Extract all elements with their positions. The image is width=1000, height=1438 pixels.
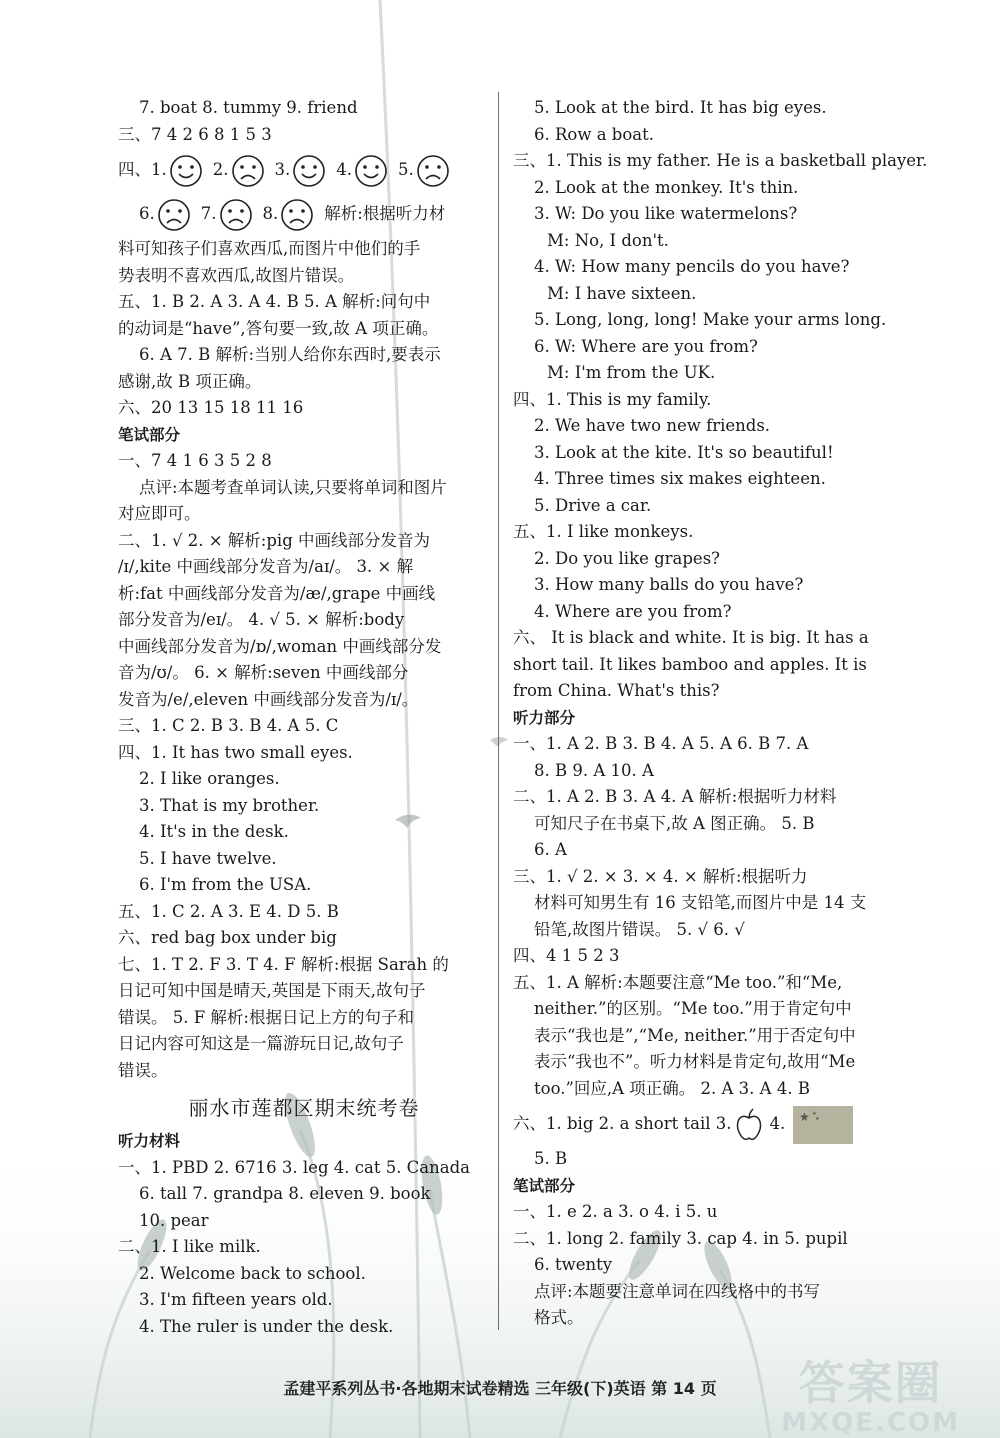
answer-line: 五、1. B 2. A 3. A 4. B 5. A 解析:问句中 [118, 292, 431, 311]
answer-line: 5. Long, long, long! Make your arms long. [534, 310, 887, 329]
answer-line: 格式。 [534, 1308, 584, 1327]
answer-line: 6. Row a boat. [534, 124, 655, 144]
svg-text:★: ★ [812, 1110, 817, 1117]
answer-line: /ɪ/,kite 中画线部分发音为/aɪ/。 3. × 解 [118, 557, 414, 576]
sad-face-icon [219, 198, 253, 232]
answer-line: 错误。 [118, 1060, 168, 1080]
answer-line: 二、1. long 2. family 3. cap 4. in 5. pupil [513, 1228, 848, 1248]
answer-line: 三、1. This is my father. He is a basketball player. [513, 151, 928, 170]
question-number: 2. [212, 160, 229, 179]
answer-line-faces [118, 192, 490, 236]
question-number: 4. [336, 160, 352, 179]
sad-face-icon [157, 198, 191, 232]
answer-line: 日记内容可知这是一篇游玩日记,故句子 [118, 1034, 404, 1053]
answer-line: 2. I like oranges. [139, 769, 280, 788]
answer-line: 三、7 4 2 6 8 1 5 3 [118, 124, 272, 144]
answer-line: from China. What's this? [513, 681, 720, 700]
answer-line: 五、1. A 解析:本题要注意“Me too.”和“Me, [513, 972, 843, 992]
answer-line: 六、red bag box under big [118, 928, 337, 947]
answer-line: 感谢,故 B 项正确。 [118, 371, 262, 391]
answer-line: 表示“我也是”,“Me, neither.”用于否定句中 [534, 1025, 856, 1045]
answer-line: 三、1. √ 2. × 3. × 4. × 解析:根据听力 [513, 866, 808, 886]
answer-line: 一、1. A 2. B 3. B 4. A 5. A 6. B 7. A [513, 734, 809, 753]
answer-line: 铅笔,故图片错误。 5. √ 6. √ [534, 919, 745, 939]
answer-line: 6. I'm from the USA. [139, 875, 312, 894]
answer-line: M: No, I don't. [547, 230, 669, 250]
answer-line: 3. That is my brother. [139, 795, 320, 815]
answer-line: 三、1. C 2. B 3. B 4. A 5. C [118, 716, 339, 735]
section-heading: 笔试部分 [513, 1176, 576, 1195]
answer-line: 七、1. T 2. F 3. T 4. F 解析:根据 Sarah 的 [118, 954, 449, 974]
answer-line-pictures [513, 1102, 900, 1146]
answer-line: 四、1. This is my family. [513, 389, 712, 409]
answer-line: 4. Three times six makes eighteen. [534, 469, 826, 488]
section-heading: 听力材料 [118, 1132, 181, 1150]
question-number: 6. [139, 204, 155, 223]
answer-line: 3. Look at the kite. It's so beautiful! [534, 442, 834, 462]
smiley-face-icon [292, 154, 326, 188]
section-number: 四、 [118, 160, 151, 179]
answer-line: 五、1. I like monkeys. [513, 522, 694, 541]
answer-line: 6. tall 7. grandpa 8. eleven 9. book [139, 1184, 431, 1203]
answer-line: 3. W: Do you like watermelons? [534, 204, 798, 223]
sad-face-icon [280, 198, 314, 232]
answer-line-faces [118, 148, 490, 192]
right-column [513, 95, 928, 1332]
answer-line: 音为/ʊ/。 6. × 解析:seven 中画线部分 [118, 663, 409, 682]
answer-line: 材料可知男生有 16 支铅笔,而图片中是 14 支 [534, 893, 867, 912]
answer-line: 6. W: Where are you from? [534, 336, 758, 356]
left-column [118, 95, 490, 1340]
answer-line: 错误。 5. F 解析:根据日记上方的句子和 [118, 1007, 414, 1027]
answer-line: 四、1. It has two small eyes. [118, 742, 353, 762]
answer-line: 的动词是“have”,答句要一致,故 A 项正确。 [118, 318, 439, 338]
column-divider [498, 92, 499, 1330]
section-heading: 听力部分 [513, 708, 576, 727]
answer-line: 二、1. A 2. B 3. A 4. A 解析:根据听力材料 [513, 787, 837, 806]
answer-line: 六、20 13 15 18 11 16 [118, 398, 304, 417]
answer-line: M: I'm from the UK. [547, 363, 716, 382]
answer-line: 二、1. √ 2. × 解析:pig 中画线部分发音为 [118, 530, 431, 550]
answer-line: 5. Look at the bird. It has big eyes. [534, 98, 827, 117]
answer-line: 2. Look at the monkey. It's thin. [534, 177, 799, 197]
answer-line: 四、4 1 5 2 3 [513, 946, 620, 965]
analysis-text: 解析:根据听力材 [324, 204, 446, 223]
answer-line: 10. pear [139, 1210, 209, 1230]
smiley-face-icon [354, 154, 388, 188]
answer-line: 2. Welcome back to school. [139, 1263, 366, 1283]
svg-text:★: ★ [799, 1109, 811, 1124]
answer-line: 一、1. PBD 2. 6716 3. leg 4. cat 5. Canada [118, 1157, 471, 1177]
answer-line: 日记可知中国是晴天,英国是下雨天,故句子 [118, 981, 426, 1000]
question-number: 7. [200, 204, 217, 223]
answer-line: 3. I'm fifteen years old. [139, 1290, 333, 1309]
answer-line: 五、1. C 2. A 3. E 4. D 5. B [118, 901, 339, 921]
answer-line: 4. W: How many pencils do you have? [534, 257, 850, 276]
answer-line: 5. Drive a car. [534, 495, 652, 515]
answer-line: 7. boat 8. tummy 9. friend [139, 98, 358, 117]
watermark-line1: 答案圈 [798, 1356, 943, 1410]
answer-line: 表示“我也不”。听力材料是肯定句,故用“Me [534, 1052, 856, 1071]
answer-line: 3. How many balls do you have? [534, 575, 804, 594]
china-flag-picture [793, 1106, 853, 1144]
answer-line: 势表明不喜欢西瓜,故图片错误。 [118, 265, 355, 285]
apple-icon [734, 1108, 764, 1142]
answer-line: 对应即可。 [118, 504, 201, 523]
answer-line: 一、1. e 2. a 3. o 4. i 5. u [513, 1202, 718, 1221]
watermark-logo [781, 1356, 960, 1438]
question-number: 3. [274, 160, 291, 179]
answer-line: 2. We have two new friends. [534, 416, 771, 435]
answer-line: 5. I have twelve. [139, 848, 277, 868]
answer-line: 5. B [534, 1149, 568, 1168]
question-number: 5. [398, 160, 414, 179]
sad-face-icon [231, 154, 265, 188]
answer-line: short tail. It likes bamboo and apples. It is [513, 654, 867, 674]
answer-line: 发音为/e/,eleven 中画线部分发音为/ɪ/。 [118, 689, 419, 709]
page-footer: 孟建平系列丛书·各地期末试卷精选 三年级(下)英语 第 14 页 [283, 1379, 717, 1398]
answer-text: 六、1. big 2. a short tail 3. [513, 1114, 732, 1133]
answer-line: 二、1. I like milk. [118, 1237, 261, 1256]
smiley-face-icon [169, 154, 203, 188]
answer-line: 料可知孩子们喜欢西瓜,而图片中他们的手 [118, 239, 421, 258]
answer-line: 点评:本题要注意单词在四线格中的书写 [534, 1281, 821, 1301]
answer-line: 6. A 7. B 解析:当别人给你东西时,要表示 [139, 345, 441, 364]
question-number: 1. [151, 160, 167, 179]
answer-line: 一、7 4 1 6 3 5 2 8 [118, 451, 272, 470]
answer-line: 4. It's in the desk. [139, 822, 289, 841]
answer-line: 析:fat 中画线部分发音为/æ/,grape 中画线 [118, 583, 436, 603]
answer-line: 部分发音为/eɪ/。 4. √ 5. × 解析:body [118, 610, 405, 629]
answer-line: 8. B 9. A 10. A [534, 760, 654, 780]
section-title: 丽水市莲都区期末统考卷 [188, 1096, 420, 1120]
answer-line: 4. Where are you from? [534, 601, 732, 621]
answer-line: 中画线部分发音为/ɒ/,woman 中画线部分发 [118, 636, 442, 656]
watermark-line2: MXQE.COM [781, 1408, 960, 1438]
question-number: 8. [262, 204, 279, 223]
answer-line: 可知尺子在书桌下,故 A 图正确。 5. B [534, 813, 815, 833]
answer-line: 4. The ruler is under the desk. [139, 1316, 394, 1336]
answer-text: 4. [769, 1114, 786, 1133]
answer-line: neither.”的区别。“Me too.”用于肯定句中 [534, 999, 852, 1018]
answer-line: M: I have sixteen. [547, 283, 697, 303]
answer-line: 6. twenty [534, 1255, 613, 1274]
answer-line: 6. A [534, 840, 567, 859]
answer-line: 六、 It is black and white. It is big. It has a [513, 628, 869, 647]
answer-line: 2. Do you like grapes? [534, 548, 721, 568]
answer-line: too.”回应,A 项正确。 2. A 3. A 4. B [534, 1078, 810, 1098]
sad-face-icon [416, 154, 450, 188]
section-heading: 笔试部分 [118, 425, 181, 444]
answer-line: 点评:本题考查单词认读,只要将单词和图片 [139, 477, 447, 497]
svg-text:★: ★ [815, 1115, 820, 1122]
